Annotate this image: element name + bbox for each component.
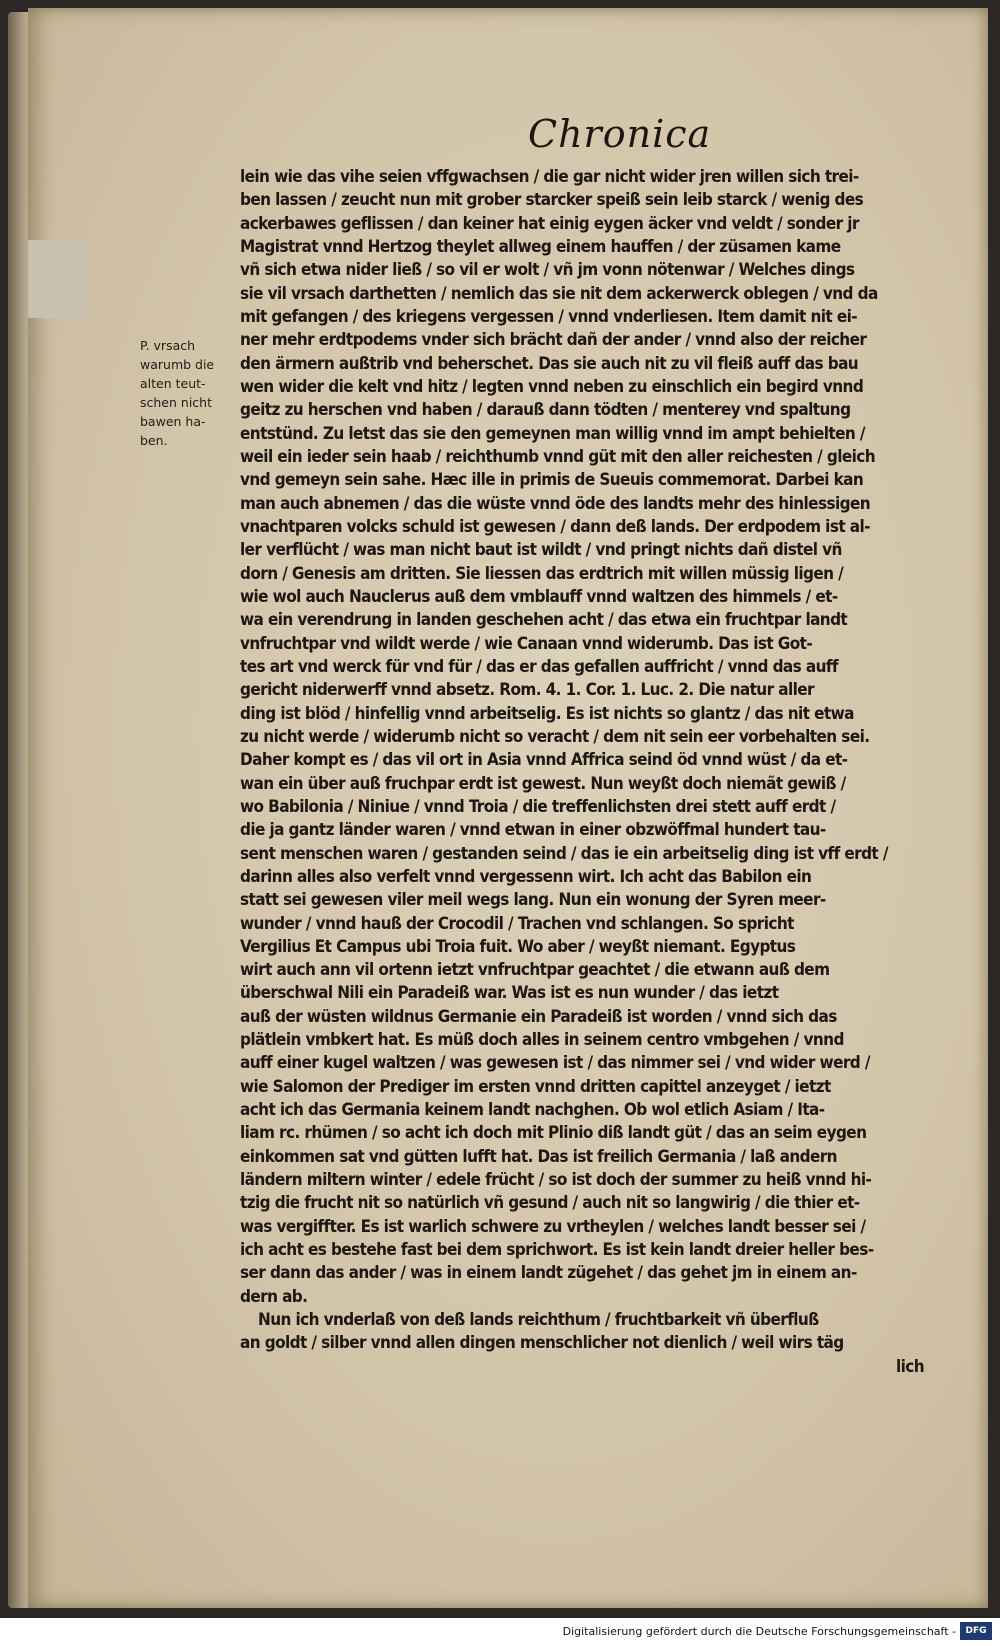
text-line: gericht niderwerff vnnd absetz. Rom. 4. 1. Cor. 1. Luc. 2. Die natur aller bbox=[240, 680, 814, 701]
text-line: ben lassen / zeucht nun mit grober starcker speiß sein leib starck / wenig des bbox=[240, 190, 864, 211]
text-line: sie vil vrsach darthetten / nemlich das sie nit dem ackerwerck oblegen / vnd da bbox=[240, 283, 878, 304]
text-line: ich acht es bestehe fast bei dem sprichwort. Es ist kein landt dreier heller bes- bbox=[240, 1240, 874, 1261]
text-line: statt sei gewesen viler meil wegs lang. Nun ein wonung der Syren meer- bbox=[240, 890, 826, 911]
text-line: entstünd. Zu letst das sie den gemeynen man willig vnnd im ampt behielten / bbox=[240, 423, 865, 444]
text-line: Magistrat vnnd Hertzog theylet allweg einem hauffen / der züsamen kame bbox=[240, 236, 841, 257]
text-line: dorn / Genesis am dritten. Sie liessen das erdtrich mit willen müssig ligen / bbox=[240, 563, 844, 584]
text-line: an goldt / silber vnnd allen dingen menschlicher not dienlich / weil wirs täg bbox=[240, 1333, 844, 1354]
text-line: ser dann das ander / was in einem landt zügehet / das gehet jm in einem an- bbox=[240, 1263, 857, 1284]
text-line: acht ich das Germania keinem landt nachghen. Ob wol etlich Asiam / Ita- bbox=[240, 1100, 825, 1121]
text-line: ner mehr erdtpodems vnder sich brächt dañ der ander / vnnd also der reicher bbox=[240, 330, 867, 351]
bookmark-strip bbox=[28, 240, 86, 318]
text-line: zu nicht werde / widerumb nicht so veracht / dem nit sein eer vorbehalten sei. bbox=[240, 726, 870, 747]
text-line: wunder / vnnd hauß der Crocodil / Trachen vnd schlangen. So spricht bbox=[240, 913, 794, 934]
text-line: ackerbawes geflissen / dan keiner hat einig eygen äcker vnd veldt / sonder jr bbox=[240, 213, 859, 234]
text-line: auff einer kugel waltzen / was gewesen ist / das nimmer sei / vnd wider werd / bbox=[240, 1053, 870, 1074]
text-line: vnachtparen volcks schuld ist gewesen / dann deß lands. Der erdpodem ist al- bbox=[240, 516, 870, 537]
text-line: ler verflücht / was man nicht baut ist wildt / vnd pringt nichts dañ distel vñ bbox=[240, 540, 842, 561]
text-line: wirt auch ann vil ortenn ietzt vnfruchtpar geachtet / die etwann auß dem bbox=[240, 960, 830, 981]
footer-bar bbox=[0, 1618, 1000, 1646]
text-line: man auch abnemen / das die wüste vnnd öde des landts mehr des hinlessigen bbox=[240, 493, 871, 514]
text-line: plätlein vmbkert hat. Es müß doch alles in seinem centro vmbgehen / vnnd bbox=[240, 1030, 844, 1051]
text-line: dern ab. bbox=[240, 1286, 308, 1307]
text-line: mit gefangen / des kriegens vergessen / vnnd vnderliesen. Item damit nit ei- bbox=[240, 306, 858, 327]
body-text bbox=[240, 166, 930, 1379]
text-line: Daher kompt es / das vil ort in Asia vnnd Affrica seind öd vnnd wüst / da et- bbox=[240, 750, 848, 771]
text-line: die ja gantz länder waren / vnnd etwan in einer obzwöffmal hundert tau- bbox=[240, 820, 826, 841]
text-line: sent menschen waren / gestanden seind / das ie ein arbeitselig ding ist vff erdt / bbox=[240, 843, 888, 864]
text-line: Vergilius Et Campus ubi Troia fuit. Wo aber / weyßt niemant. Egyptus bbox=[240, 936, 796, 957]
text-line: tes art vnd werck für vnd für / das er das gefallen auffricht / vnnd das auff bbox=[240, 656, 838, 677]
text-line: vnd gemeyn sein sahe. Hæc ille in primis de Sueuis commemorat. Darbei kan bbox=[240, 470, 864, 491]
text-line: wie wol auch Nauclerus auß dem vmblauff vnnd waltzen des himmels / et- bbox=[240, 586, 838, 607]
text-line: was vergiffter. Es ist warlich schwere zu vrtheylen / welches landt besser sei / bbox=[240, 1216, 866, 1237]
text-line: den ärmern außtrib vnd beherschet. Das sie auch nit zu vil fleiß auff das bau bbox=[240, 353, 859, 374]
text-line: vnfruchtpar vnd wildt werde / wie Canaan vnnd widerumb. Das ist Got- bbox=[240, 633, 813, 654]
text-line: wen wider die kelt vnd hitz / legten vnnd neben zu einschlich ein begird vnnd bbox=[240, 376, 864, 397]
text-line: auß der wüsten wildnus Germanie ein Paradeiß ist worden / vnnd sich das bbox=[240, 1006, 837, 1027]
text-line: wo Babilonia / Niniue / vnnd Troia / die treffenlichsten drei stett auff erdt / bbox=[240, 796, 836, 817]
running-head: Chronica bbox=[528, 112, 712, 156]
text-line: einkommen sat vnd gütten lufft hat. Das ist freilich Germania / laß andern bbox=[240, 1146, 837, 1167]
text-line: darinn alles also verfelt vnnd vergessenn wirt. Ich acht das Babilon ein bbox=[240, 866, 812, 887]
text-line: weil ein ieder sein haab / reichthumb vnnd güt mit den aller reichesten / gleich bbox=[240, 446, 876, 467]
text-line: wa ein verendrung in landen geschehen acht / das etwa ein fruchtpar landt bbox=[240, 610, 848, 631]
text-line: tzig die frucht nit so natürlich vñ gesund / auch nit so langwirig / die thier et- bbox=[240, 1193, 860, 1214]
text-line: ding ist blöd / hinfellig vnnd arbeitselig. Es ist nichts so glantz / das nit etwa bbox=[240, 703, 854, 724]
catchword: lich bbox=[896, 1356, 925, 1377]
text-line: ländern miltern winter / edele frücht / so ist doch der summer zu heiß vnnd hi- bbox=[240, 1170, 872, 1191]
text-line: überschwal Nili ein Paradeiß war. Was ist es nun wunder / das ietzt bbox=[240, 983, 779, 1004]
text-line: geitz zu herschen vnd haben / darauß dann tödten / menterey vnd spaltung bbox=[240, 400, 851, 421]
text-line: wan ein über auß fruchpar erdt ist gewest. Nun weyßt doch niemãt gewiß / bbox=[240, 773, 846, 794]
book-page bbox=[28, 8, 988, 1608]
footer-credit: Digitalisierung gefördert durch die Deutsche Forschungsgemeinschaft - bbox=[562, 1625, 956, 1638]
text-line: liam rc. rhümen / so acht ich doch mit Plinio diß landt güt / das an seim eygen bbox=[240, 1123, 867, 1144]
text-line: Nun ich vnderlaß von deß lands reichthum / fruchtbarkeit vñ überfluß bbox=[258, 1310, 819, 1331]
dfg-logo: DFG bbox=[960, 1622, 992, 1640]
text-line: vñ sich etwa nider ließ / so vil er wolt / vñ jm vonn nötenwar / Welches dings bbox=[240, 260, 855, 281]
text-line: lein wie das vihe seien vffgwachsen / die gar nicht wider jren willen sich trei- bbox=[240, 167, 859, 187]
text-line: wie Salomon der Prediger im ersten vnnd dritten capittel anzeyget / ietzt bbox=[240, 1076, 831, 1097]
margin-note: P. vrsach warumb die alten teut- schen nicht bawen ha- ben. bbox=[140, 338, 215, 448]
